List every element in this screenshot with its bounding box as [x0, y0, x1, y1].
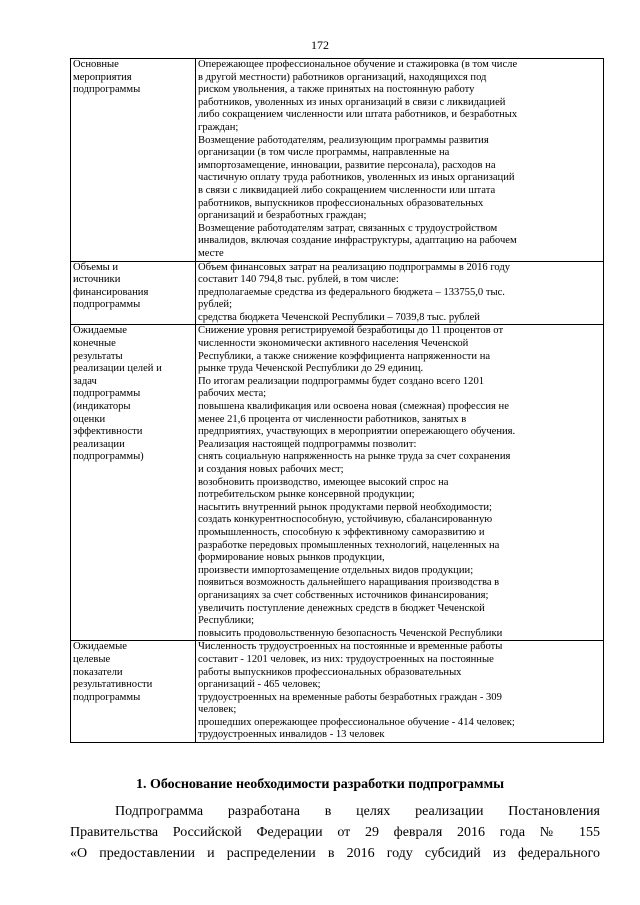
row-label-line: результаты	[73, 350, 123, 362]
row-content-cell	[196, 325, 604, 641]
row-content-line: предприятиях, участвующих в мероприятии опережающего обучения.	[198, 426, 516, 438]
row-label-line: конечные	[73, 338, 116, 350]
row-content-line: Опережающее профессиональное обучение и стажировка (в том числе	[198, 59, 518, 70]
row-content-line: работы выпускников профессиональных образовательных	[198, 666, 462, 678]
row-content-line: потребительском рынке консервной продукции;	[198, 489, 415, 501]
row-label-line: Объемы и	[73, 261, 119, 273]
paragraph-line: Правительства Российской Федерации от 29 февраля 2016 года № 155	[70, 825, 600, 840]
row-content-cell	[196, 59, 604, 262]
row-content-line: организаций и безработных граждан;	[198, 210, 367, 222]
table-row	[71, 261, 604, 325]
row-content-line: Численность трудоустроенных на постоянные и временные работы	[198, 641, 503, 653]
row-label-line: показатели	[73, 666, 123, 678]
row-label-line: финансирования	[73, 286, 149, 298]
section-heading: 1. Обоснование необходимости разработки подпрограммы	[135, 777, 505, 792]
row-content-line: средства бюджета Чеченской Республики – 7039,8 тыс. рублей	[198, 311, 480, 323]
row-content-line: появиться возможность дальнейшего наращивания производства в	[198, 577, 500, 589]
row-content-line: граждан;	[198, 121, 239, 133]
table-body	[71, 59, 604, 743]
row-content-line: рублей;	[198, 299, 233, 311]
subprogram-passport-table	[70, 58, 604, 743]
row-content-line: составит - 1201 человек, из них: трудоустроенных на постоянные	[198, 653, 494, 665]
row-label-line: Ожидаемые	[73, 325, 127, 337]
row-label-line: Основные	[73, 59, 119, 70]
row-content-line: организациях за счет собственных источников финансирования;	[198, 589, 489, 601]
row-content-line: работников, уволенных из иных организаций в связи с ликвидацией	[198, 96, 506, 108]
row-label-line: реализации целей и	[73, 363, 162, 375]
row-content-line: организации (в том числе программы, направленные на	[198, 147, 450, 159]
row-content-line: Возмещение работодателям, реализующим программы развития	[198, 134, 489, 146]
row-label-cell	[71, 641, 196, 743]
row-content-line: создать конкурентноспособную, устойчивую, сбалансированную	[198, 514, 493, 526]
row-content-line: снять социальную напряженность на рынке труда за счет сохранения	[198, 451, 511, 463]
row-content-line: и создания новых рабочих мест;	[198, 464, 344, 475]
row-content-line: организаций - 465 человек;	[198, 679, 321, 691]
row-content-line: предполагаемые средства из федерального бюджета – 133755,0 тыс.	[198, 286, 505, 298]
row-label-line: задач	[73, 375, 97, 387]
row-content-line: промышленность, способную к эффективному саморазвитию и	[198, 526, 485, 538]
body-paragraph	[70, 801, 600, 864]
row-label-line: подпрограммы)	[73, 451, 144, 463]
row-content-line: трудоустроенных инвалидов - 13 человек	[198, 729, 385, 741]
row-label-line: подпрограммы	[73, 691, 141, 703]
row-label-line: подпрограммы	[73, 84, 141, 96]
row-content-line: прошедших опережающее профессиональное обучение - 414 человек;	[198, 716, 515, 728]
row-content-line: Реализация настоящей подпрограммы позволит:	[198, 438, 417, 450]
row-content-line: рынке труда Чеченской Республики до 29 единиц.	[198, 363, 424, 375]
row-content-line: частичную оплату труда работников, уволенных из иных организаций	[198, 172, 515, 184]
paragraph-line: Подпрограмма разработана в целях реализации Постановления	[115, 804, 600, 819]
row-content-line: месте	[198, 247, 224, 259]
row-label-cell	[71, 261, 196, 325]
row-label-line: результативности	[73, 679, 153, 691]
row-label-line: реализации	[73, 438, 125, 450]
row-label-line: источники	[73, 274, 121, 286]
row-content-line: работников, выпускников профессиональных образовательных	[198, 197, 484, 209]
row-label-line: (индикаторы	[73, 401, 131, 413]
row-content-line: разработке передовых промышленных технологий, нацеленных на	[198, 539, 500, 551]
row-content-cell	[196, 641, 604, 743]
row-content-line: произвести импортозамещение отдельных видов продукции;	[198, 564, 474, 576]
row-content-line: численности экономически активного населения Чеченской	[198, 338, 469, 350]
row-label-line: Ожидаемые	[73, 641, 127, 653]
row-label-line: подпрограммы	[73, 388, 141, 400]
row-label-line: целевые	[73, 653, 111, 665]
row-label-line: оценки	[73, 413, 106, 425]
row-content-line: возобновить производство, имеющее высокий спрос на	[198, 476, 449, 488]
row-label-line: подпрограммы	[73, 299, 141, 311]
row-label-cell	[71, 325, 196, 641]
row-content-line: По итогам реализации подпрограммы будет создано всего 1201	[198, 375, 485, 387]
row-content-line: импортозамещение, инновации, развитие персонала), расходов на	[198, 159, 496, 171]
row-content-line: повысить продовольственную безопасность Чеченской Республики	[198, 627, 503, 639]
row-content-line: формирование новых рынков продукции,	[198, 552, 385, 564]
table-row	[71, 641, 604, 743]
row-content-line: повышена квалификация или освоена новая (смежная) профессия не	[198, 401, 509, 413]
table-row	[71, 59, 604, 262]
row-label-cell	[71, 59, 196, 262]
row-content-line: в другой местности) работников организаций, находящихся под	[198, 71, 487, 83]
row-content-line: Республики;	[198, 615, 255, 627]
row-content-line: трудоустроенных на временные работы безработных граждан - 309	[198, 691, 502, 703]
paragraph-line: «О предоставлении и распределении в 2016 году субсидий из федерального	[70, 846, 600, 861]
row-content-line: увеличить поступление денежных средств в бюджет Чеченской	[198, 602, 485, 614]
row-content-line: Возмещение работодателям затрат, связанных с трудоустройством	[198, 222, 498, 234]
row-content-cell	[196, 261, 604, 325]
page-number: 172	[311, 38, 329, 52]
row-content-line: инвалидов, включая создание инфраструктуры, адаптацию на рабочем	[198, 235, 517, 247]
row-label-line: эффективности	[73, 426, 143, 438]
row-content-line: риском увольнения, а также принятых на постоянную работу	[198, 84, 475, 96]
row-content-line: Объем финансовых затрат на реализацию подпрограммы в 2016 году	[198, 261, 511, 273]
table-row	[71, 325, 604, 641]
row-content-line: в связи с ликвидацией либо сокращением численности или штата	[198, 184, 496, 196]
row-content-line: менее 21,6 процента от численности работников, занятых в	[198, 413, 467, 425]
row-content-line: рабочих места;	[198, 388, 267, 400]
row-content-line: человек;	[198, 704, 237, 716]
row-label-line: мероприятия	[73, 71, 132, 83]
row-content-line: составит 140 794,8 тыс. рублей, в том числе:	[198, 274, 399, 286]
row-content-line: Республики, а также снижение коэффициента напряженности на	[198, 350, 491, 362]
row-content-line: либо сокращением численности или штата работников, и безработных	[198, 109, 518, 121]
row-content-line: Снижение уровня регистрируемой безработицы до 11 процентов от	[198, 325, 504, 337]
row-content-line: насытить внутренний рынок продуктами первой необходимости;	[198, 501, 492, 513]
